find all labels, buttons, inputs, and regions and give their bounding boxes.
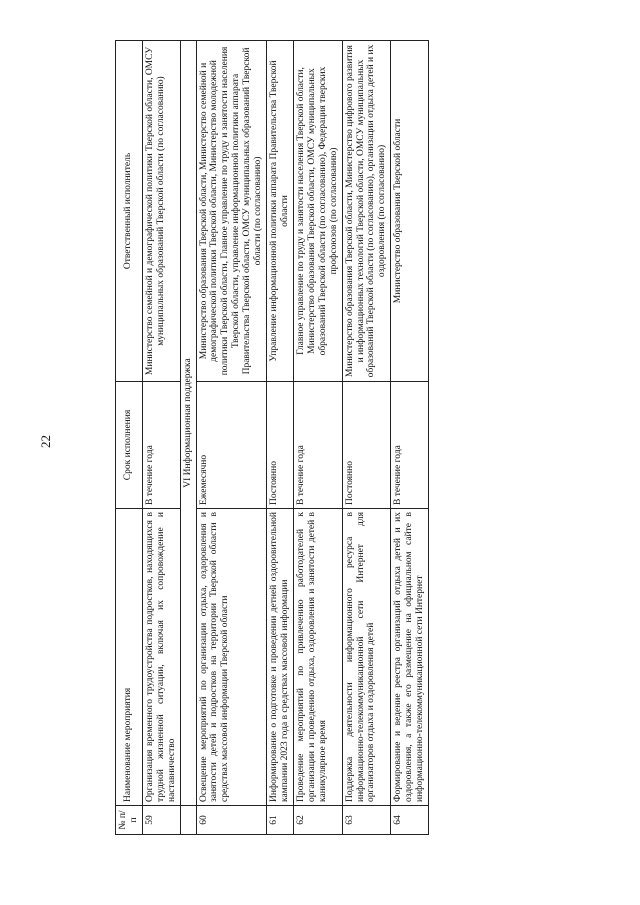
row-num: 61 (267, 806, 294, 835)
table-row (391, 41, 429, 835)
row-term: В течение года (142, 382, 180, 509)
row-term: В течение года (293, 382, 342, 509)
header-name: Наименование мероприятия (116, 509, 143, 806)
row-name: Поддержка деятельности информационного ресурса в информационно-телекоммуникационной сети Интернет для организаторов отдыха и оздоровления детей (342, 509, 391, 806)
section-title: VI Информационная поддержка (180, 41, 196, 806)
section-empty-cell (180, 806, 196, 835)
row-name: Формирование и ведение реестра организаций отдыха детей и их оздоровления, а также его размещение на официальном сайте в информационно-телекоммуникационной сети Интернет (391, 509, 429, 806)
row-responsible: Министерство образования Тверской области (391, 41, 429, 382)
header-responsible: Ответственный исполнитель (116, 41, 143, 382)
header-term: Срок исполнения (116, 382, 143, 509)
row-num: 62 (293, 806, 342, 835)
row-responsible: Главное управление по труду и занятости населения Тверской области, Министерство образования Тверской области, ОМСУ муниципальных образований Тверской области (по согласованию), Федерация тверских профсоюзов (по согласованию) (293, 41, 342, 382)
table-row (342, 41, 391, 835)
table-row (293, 41, 342, 835)
row-num: 59 (142, 806, 180, 835)
row-responsible: Министерство образования Тверской области, Министерство цифрового развития и информационных технологий Тверской области, ОМСУ муниципальных образований Тверской области (по согласованию), организации отдыха детей и их оздоровления (по согласованию) (342, 41, 391, 382)
row-num: 60 (196, 806, 267, 835)
row-term: Ежемесячно (196, 382, 267, 509)
table-row (142, 41, 180, 835)
page-number: 22 (38, 435, 53, 448)
row-num: 63 (342, 806, 391, 835)
row-responsible: Министерство семейной и демографической политики Тверской области, ОМСУ муниципальных образований Тверской области (по согласованию) (142, 41, 180, 382)
row-responsible: Министерство образования Тверской области, Министерство семейной и демографической политики Тверской области, Министерство молодежной политики Тверской области, Главное управление по труду и занятости населения Тверской области, управление информационной политики аппарата Правительства Тверской области, ОМСУ муниципальных образований Тверской области (по согласованию) (196, 41, 267, 382)
row-name: Организация временного трудоустройства подростков, находящихся в трудной жизненной ситуации, включая их сопровождение и наставничество (142, 509, 180, 806)
table-row (267, 41, 294, 835)
row-name: Информирование о подготовке и проведении детней оздоровительной кампании 2023 года в средствах массовой информации (267, 509, 294, 806)
row-num: 64 (391, 806, 429, 835)
activities-table (115, 40, 429, 835)
row-term: Постоянно (267, 382, 294, 509)
section-row (180, 41, 196, 835)
row-name: Освещение мероприятий по организации отдыха, оздоровления и занятости детей и подростков на территории Тверской области в средствах массовой информации Тверской области (196, 509, 267, 806)
header-num: № п/п (116, 806, 143, 835)
row-term: Постоянно (342, 382, 391, 509)
table-row (196, 41, 267, 835)
row-name: Проведение мероприятий по привлечению работодателей к организации и проведению отдыха, оздоровления и занятости детей в каникулярное время (293, 509, 342, 806)
rotated-table-wrapper (115, 40, 615, 835)
row-term: В течение года (391, 382, 429, 509)
row-responsible: Управление информационной политики аппарата Правительства Тверской области (267, 41, 294, 382)
table-header-row (116, 41, 143, 835)
